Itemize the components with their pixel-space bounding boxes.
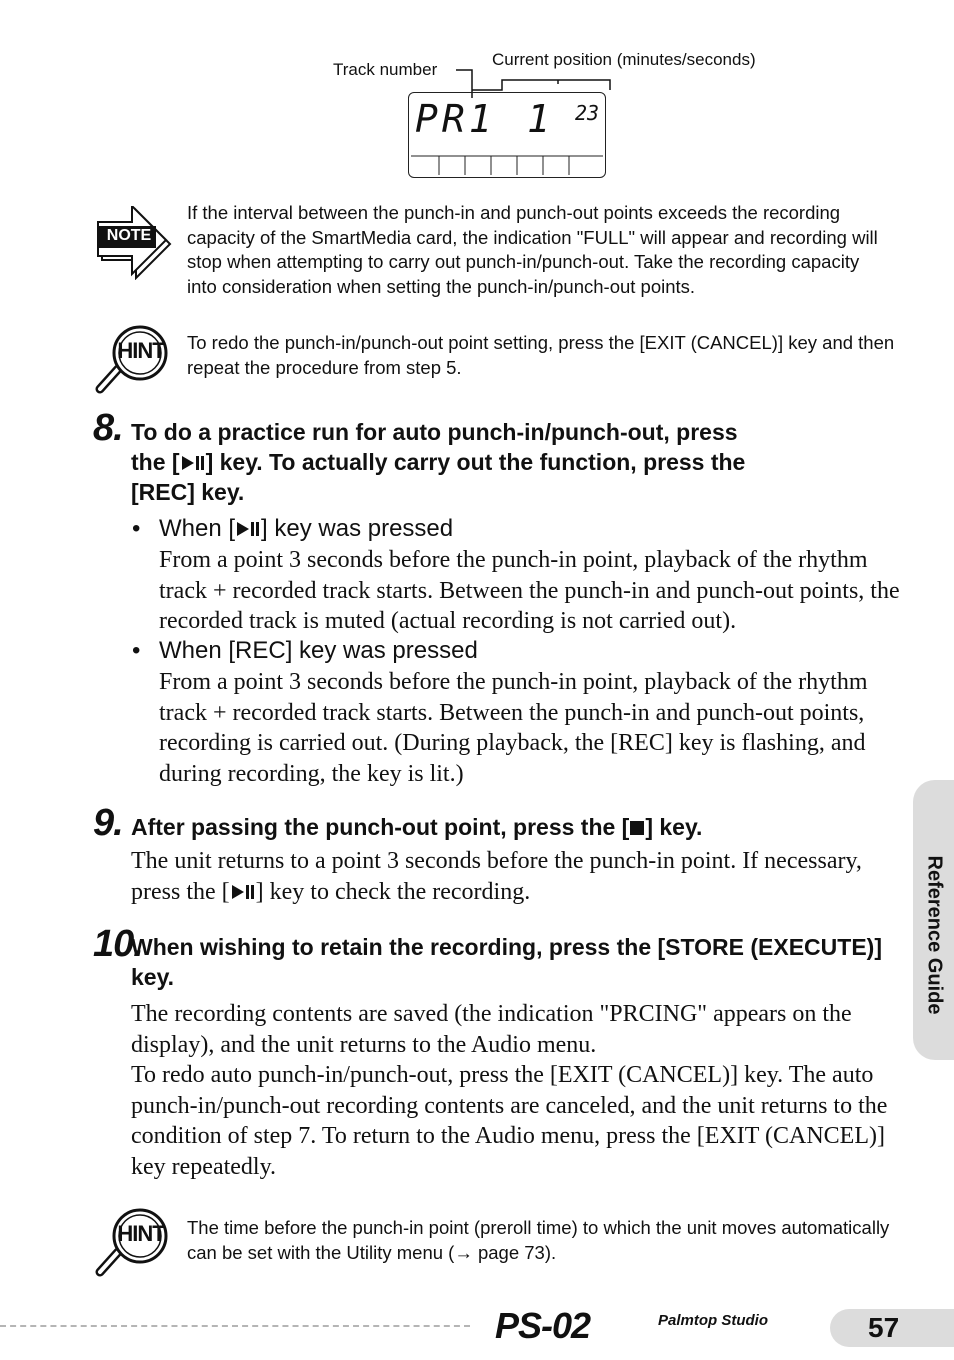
step-8-heading-line3: [REC] key. <box>131 479 245 505</box>
note-icon <box>96 206 174 285</box>
step-8-heading-line2: the [ ] key. To actually carry out the function, press the <box>131 449 746 475</box>
step-8-heading-line1: To do a practice run for auto punch-in/punch-out, press <box>131 419 738 445</box>
step-10-number: 10. <box>93 923 143 965</box>
footer-dashed-rule <box>0 1325 470 1327</box>
hint-icon <box>94 1206 174 1283</box>
step-8-heading <box>131 417 891 507</box>
step-10-body-2: To redo auto punch-in/punch-out, press the [EXIT (CANCEL)] key. The auto punch-in/punch-out recording contents are canceled, and the unit returns to the condition of step 7. To return to the Audio menu, press the [EXIT (CANCEL)] key repeatedly. <box>131 1062 888 1180</box>
bullet-1-body: From a point 3 seconds before the punch-in point, playback of the rhythm track + recorded track starts. Between the punch-in and punch-out points, the recorded track is muted (actual recording is not carried out). <box>159 547 900 634</box>
step-9-heading: After passing the punch-out point, press the [ ] key. <box>131 814 703 840</box>
hint-text: The time before the punch-in point (preroll time) to which the unit moves automatically can be set with the Utility menu (→ page 73). <box>187 1217 890 1263</box>
play-pause-icon <box>180 454 206 472</box>
page-number: 57 <box>868 1312 900 1343</box>
step-9-body: The unit returns to a point 3 seconds before the punch-in point. If necessary, press the [ ] key to check the recording. <box>131 848 862 905</box>
side-tab-label: Reference Guide <box>923 855 946 1015</box>
bullet-marker: • <box>132 515 141 542</box>
hint-icon <box>94 323 174 400</box>
bullet-1-heading: When [ ] key was pressed <box>159 515 454 542</box>
bullet-marker: • <box>132 637 141 664</box>
play-pause-icon <box>230 883 256 901</box>
position-label: Current position (minutes/seconds) <box>492 50 756 69</box>
step-10-body: The recording contents are saved (the indication "PRCING" appears on the display), and the unit returns to the Audio menu. <box>131 1001 852 1058</box>
brand-subtitle: Palmtop Studio <box>658 1312 768 1329</box>
bullet-2-body: From a point 3 seconds before the punch-in point, playback of the rhythm track + recorded track starts. Between the punch-in and punch-out points, recording is carried out. (During playback, the [REC] key is flashing, and during recording, the key is lit.) <box>159 669 868 787</box>
step-8-number: 8. <box>93 407 123 449</box>
step-10-heading: When wishing to retain the recording, press the [STORE (EXECUTE)] key. <box>131 934 882 990</box>
hint-text: To redo the punch-in/punch-out point setting, press the [EXIT (CANCEL)] key and then repeat the procedure from step 5. <box>187 332 895 378</box>
lcd-track-segment: 1 <box>527 97 554 141</box>
track-number-label: Track number <box>333 60 438 79</box>
bullet-2-heading: When [REC] key was pressed <box>159 637 478 664</box>
note-text: If the interval between the punch-in and punch-out points exceeds the recording capacity of the SmartMedia card, the indication "FULL" will appear and recording will stop when attempting to carry out punch-in/punch-out. Take the recording capacity into consideration when setting the punch-in/punch-out points. <box>187 202 878 297</box>
brand-logo: PS-02 <box>495 1305 591 1346</box>
note-icon-label: NOTE <box>106 227 152 244</box>
hint-icon-label: HINT <box>117 1221 165 1246</box>
hint-icon-label: HINT <box>117 338 165 363</box>
play-pause-icon <box>235 520 261 538</box>
lcd-level-meter <box>409 155 605 177</box>
lcd-seconds-segment: 23 <box>575 101 600 125</box>
stop-icon <box>629 819 645 837</box>
step-9-number: 9. <box>93 802 123 844</box>
lcd-main-segments: PR1 <box>415 97 496 141</box>
lcd-display <box>408 92 606 178</box>
